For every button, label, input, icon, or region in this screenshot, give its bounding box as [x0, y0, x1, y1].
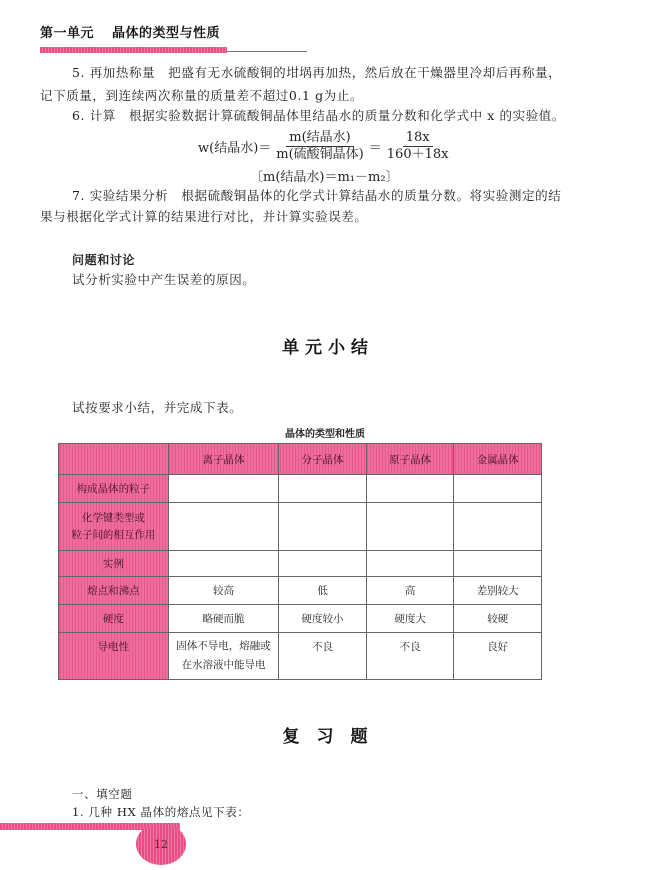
table-row	[59, 551, 542, 577]
row-label-line: 化学键类型或	[81, 511, 145, 524]
table-row	[59, 503, 542, 551]
table-row	[59, 633, 542, 680]
fraction-1-denominator: m(硫酸铜晶体)	[276, 147, 364, 162]
summary-instruction: 试按要求小结，并完成下表。	[72, 400, 243, 415]
table-header-row	[59, 444, 542, 475]
chapter-name: 晶体的类型与性质	[112, 26, 221, 41]
table-cell[interactable]	[454, 551, 542, 577]
table-cell: 略硬而脆	[168, 605, 279, 633]
fraction-1	[273, 130, 366, 163]
fraction-2-numerator: 18x	[403, 130, 433, 147]
header-pink-bar	[40, 47, 227, 53]
table-cell: 较硬	[454, 605, 542, 633]
table-cell: 硬度较小	[279, 605, 367, 633]
table-cell: 差别较大	[454, 577, 542, 605]
step-5-line-2: 记下质量，到连续两次称量的质量差不超过0.1 g为止。	[40, 88, 364, 103]
table-cell[interactable]	[366, 475, 454, 503]
table-cell[interactable]	[366, 503, 454, 551]
row-label-line: 粒子间的相互作用	[71, 528, 156, 541]
row-label: 导电性	[59, 633, 169, 680]
review-section-1: 一、填空题	[72, 787, 133, 801]
table-cell: 良好	[454, 633, 542, 680]
header-corner	[59, 444, 169, 475]
table-cell: 硬度大	[366, 605, 454, 633]
table-cell[interactable]	[454, 475, 542, 503]
step-6: 6. 计算 根据实验数据计算硫酸铜晶体里结晶水的质量分数和化学式中 x 的实验值。	[72, 108, 565, 123]
step-5-line-1: 5. 再加热称量 把盛有无水硫酸铜的坩埚再加热，然后放在干燥器里冷却后再称量，	[72, 65, 562, 80]
table-cell: 高	[366, 577, 454, 605]
header-metallic: 金属晶体	[454, 444, 542, 475]
mass-fraction-formula	[198, 130, 453, 163]
table-cell: 低	[279, 577, 367, 605]
chapter-title	[40, 22, 220, 41]
review-question-1: 1. 几种 HX 晶体的熔点见下表：	[72, 805, 250, 819]
unit-label: 第一单元	[40, 26, 95, 41]
table-row	[59, 577, 542, 605]
table-cell[interactable]	[168, 475, 279, 503]
unit-summary-title: 单 元 小 结	[282, 338, 368, 358]
header-atomic: 原子晶体	[366, 444, 454, 475]
fraction-2-denominator: 160＋18x	[386, 147, 449, 162]
table-cell: 不良	[366, 633, 454, 680]
row-label: 实例	[59, 551, 169, 577]
row-label: 硬度	[59, 605, 169, 633]
table-cell	[168, 633, 279, 680]
table-cell: 不良	[279, 633, 367, 680]
step-7-line-2: 果与根据化学式计算的结果进行对比，并计算实验误差。	[40, 209, 368, 224]
table-cell[interactable]	[366, 551, 454, 577]
table-cell[interactable]	[168, 503, 279, 551]
formula-note: 〔m(结晶水)＝m₁－m₂〕	[250, 170, 399, 185]
page-number: 12	[154, 837, 168, 851]
table-cell[interactable]	[279, 503, 367, 551]
fraction-2	[384, 130, 452, 163]
review-title: 复 习 题	[282, 727, 368, 747]
table-caption: 晶体的类型和性质	[285, 429, 365, 440]
cell-line: 固体不导电，熔融或	[176, 640, 271, 652]
step-7-line-1: 7. 实验结果分析 根据硫酸铜晶体的化学式计算结晶水的质量分数。将实验测定的结	[72, 188, 562, 203]
fraction-1-numerator: m(结晶水)	[286, 130, 353, 147]
table-cell[interactable]	[454, 503, 542, 551]
formula-equals: ＝	[368, 141, 382, 156]
crystal-types-table	[58, 443, 542, 680]
cell-line: 在水溶液中能导电	[181, 659, 266, 671]
table-cell[interactable]	[168, 551, 279, 577]
row-label	[59, 503, 169, 551]
table-cell[interactable]	[279, 551, 367, 577]
table-row	[59, 475, 542, 503]
discussion-heading: 问题和讨论	[72, 253, 136, 267]
table-cell: 较高	[168, 577, 279, 605]
page-number-badge	[136, 823, 186, 865]
discussion-text: 试分析实验中产生误差的原因。	[72, 272, 256, 287]
header-rule	[227, 51, 307, 52]
table-row	[59, 605, 542, 633]
row-label: 构成晶体的粒子	[59, 475, 169, 503]
table-cell[interactable]	[279, 475, 367, 503]
formula-lhs: w(结晶水)＝	[198, 141, 272, 156]
row-label: 熔点和沸点	[59, 577, 169, 605]
header-molecular: 分子晶体	[279, 444, 367, 475]
header-ionic: 离子晶体	[168, 444, 279, 475]
